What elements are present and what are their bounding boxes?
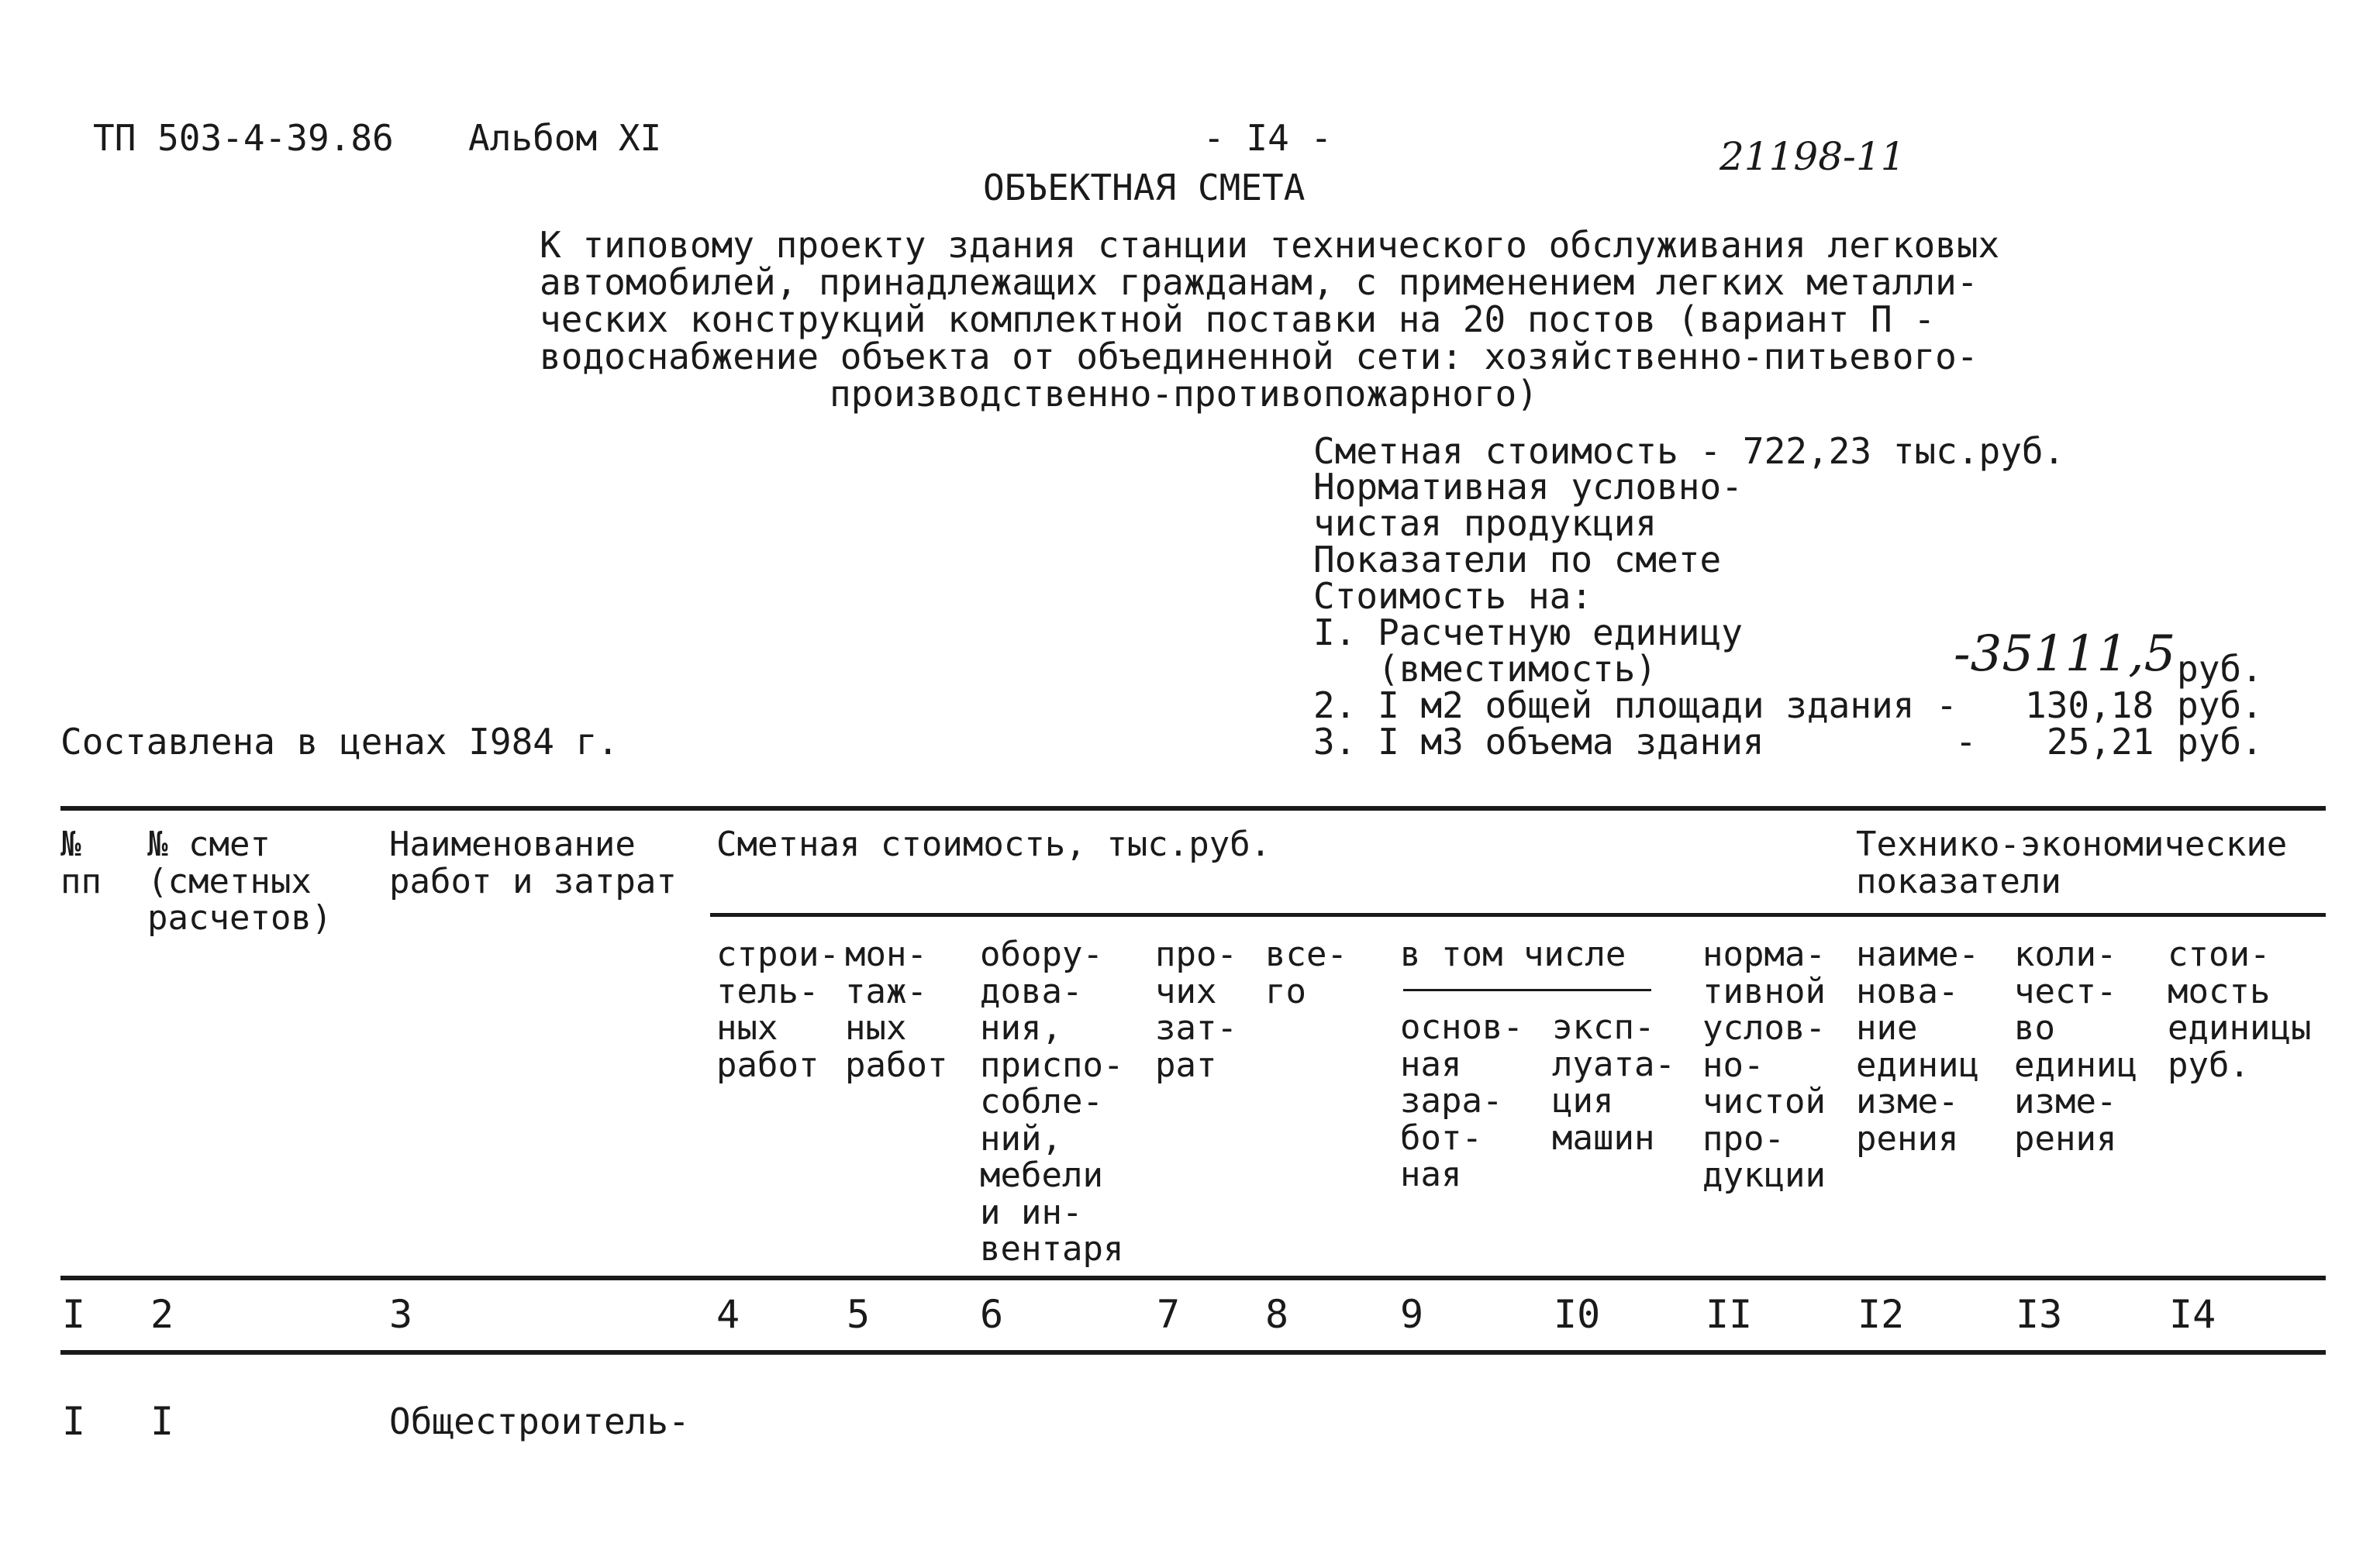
col-header-unit-cost: стои- мость единицы руб. [2168,935,2312,1085]
column-number: 7 [1157,1292,1181,1337]
column-number: 4 [716,1292,740,1337]
subtitle-line: К типовому проекту здания станции технического обслуживания легковых [540,224,2000,266]
unit-cost-handwritten: -35111,5 [1954,625,2176,683]
column-number: 6 [980,1292,1004,1337]
numbers-bottom-border [60,1350,2326,1355]
subgroup-divider [1403,989,1651,991]
summary-line: Нормативная условно- [1313,466,1743,508]
col-header-unit-quantity: коли- чест- во единиц изме- рения [2014,935,2137,1159]
stamp-number: 21198-11 [1719,134,1906,179]
column-number: I2 [1857,1292,1905,1337]
column-number: II [1706,1292,1753,1337]
summary-line: (вместимость) [1313,648,1657,690]
subtitle-line: автомобилей, принадлежащих гражданам, с применением легких металли- [540,261,1978,303]
col-header-installation: мон- таж- ных работ [845,935,948,1085]
group-divider [710,913,2326,917]
col-header-equipment: обору- дова- ния, приспо- собле- ний, мебели и ин- вентаря [980,935,1124,1269]
volume-cost-dash: - [1955,721,1977,763]
col-header-including: в том числе [1400,935,1626,974]
summary-line: I. Расчетную единицу [1313,611,1743,653]
volume-cost-label: 3. I м3 объема здания [1313,721,1764,763]
col-header-other-costs: про- чих зат- рат [1155,935,1237,1085]
column-number: I0 [1554,1292,1601,1337]
album-label: Альбом XI [468,117,662,159]
area-cost-unit: руб. [2177,684,2263,726]
summary-line: Стоимость на: [1313,575,1593,617]
column-number: 8 [1265,1292,1289,1337]
estimated-cost: Сметная стоимость - 722,23 тыс.руб. [1313,430,2065,472]
column-number: I3 [2016,1292,2063,1337]
col-header-machine-operation: эксп- луата- ция машин [1552,1008,1675,1158]
col-header-work-name: Наименование работ и затрат [389,825,677,901]
volume-cost-value: 25,21 [2047,721,2154,763]
column-number: I4 [2169,1292,2216,1337]
document-code: ТП 503-4-39.86 [93,117,394,159]
area-cost-value: 130,18 [2025,684,2154,726]
cost-group-header: Сметная стоимость, тыс.руб. [716,825,1271,864]
col-header-estimate-number: № смет (сметных расчетов) [147,825,333,938]
tech-group-header: Технико-экономические показатели [1856,825,2288,901]
header-bottom-border [60,1276,2326,1280]
column-number: 2 [150,1292,174,1337]
subtitle-line: ческих конструкций комплектной поставки на 20 постов (вариант П - [540,298,1936,340]
area-cost-label: 2. I м2 общей площади здания - [1313,684,1957,726]
summary-line: чистая продукция [1313,502,1657,544]
col-header-total: все- го [1265,935,1347,1011]
prices-note: Составлена в ценах I984 г. [60,721,619,763]
column-number: I [62,1292,86,1337]
subtitle-line: производственно-противопожарного) [830,373,1538,415]
col-header-unit-name: наиме- нова- ние единиц изме- рения [1856,935,1979,1159]
column-number: 9 [1400,1292,1424,1337]
page-title: ОБЪЕКТНАЯ СМЕТА [983,167,1306,208]
table-top-border [60,806,2326,811]
col-header-row-number: № пп [60,825,102,901]
unit-cost-suffix: руб. [2177,648,2263,690]
column-number: 3 [389,1292,413,1337]
row-estimate-number: I [150,1399,174,1444]
summary-line: Показатели по смете [1313,539,1722,580]
volume-cost-unit: руб. [2177,721,2263,763]
col-header-base-salary: основ- ная зара- бот- ная [1400,1008,1523,1194]
row-work-name: Общестроитель- [389,1400,690,1442]
subtitle-line: водоснабжение объекта от объединенной сети: хозяйственно-питьевого- [540,336,1978,377]
row-number: I [62,1399,86,1444]
column-number: 5 [847,1292,871,1337]
col-header-net-production: норма- тивной услов- но- чистой про- дукции [1702,935,1826,1195]
col-header-construction: строи- тель- ных работ [716,935,840,1085]
page-number: - I4 - [1203,117,1333,159]
